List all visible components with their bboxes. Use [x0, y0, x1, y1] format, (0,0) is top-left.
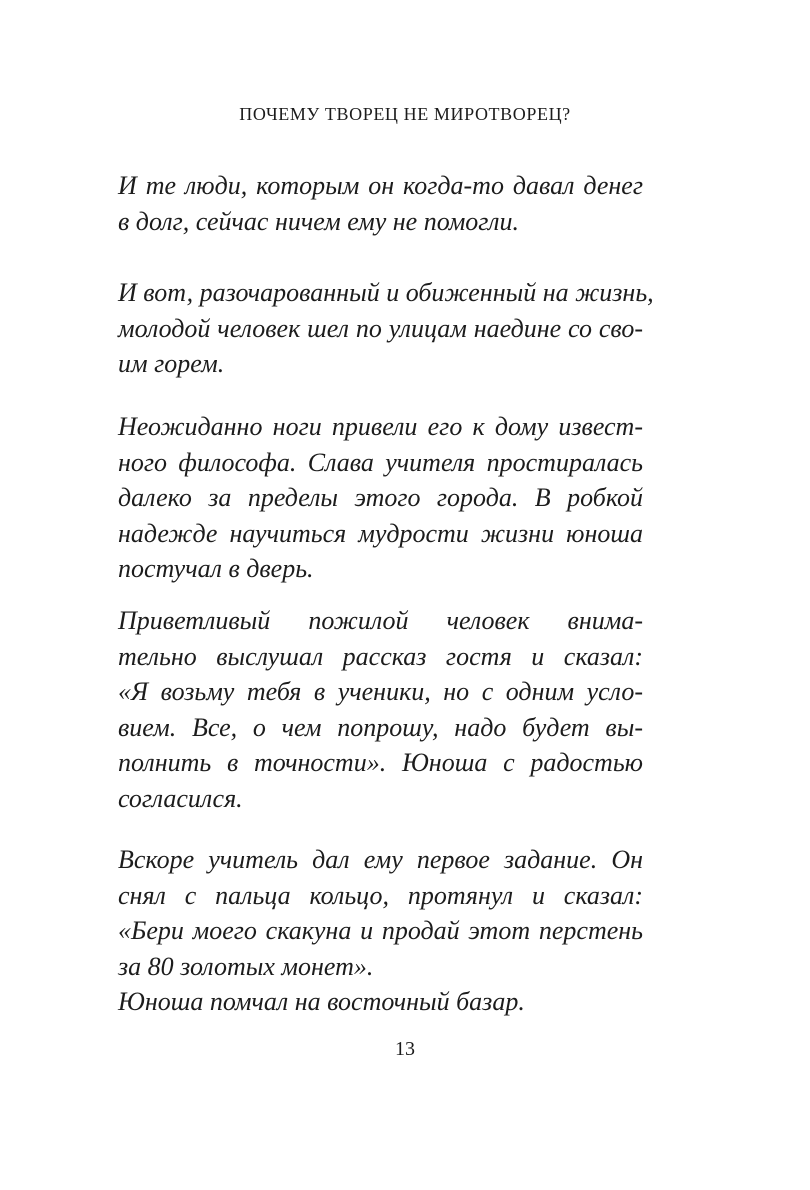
text-line: Юноша помчал на восточный базар. [118, 987, 525, 1017]
text-line: «Я возьму тебя в ученики, но с одним усло- [118, 677, 643, 707]
text-line: молодой человек шел по улицам наедине со сво- [118, 313, 643, 343]
paragraph-1 [118, 168, 643, 239]
text-line: Вскоре учитель дал ему первое задание. Он [118, 845, 643, 874]
text-line: И те люди, которым он когда-то давал денег [118, 171, 643, 200]
text-line: полнить в точности». Юноша с радостью [118, 748, 643, 778]
text-line: снял с пальца кольцо, протянул и сказал: [118, 880, 643, 910]
text-line: «Бери моего скакуна и продай этот перстень [118, 916, 643, 946]
text-line: вием. Все, о чем попрошу, надо будет вы- [118, 712, 643, 742]
text-line: постучал в дверь. [118, 554, 314, 584]
text-line: им горем. [118, 349, 225, 379]
text-line: И вот, разочарованный и обиженный на жизнь, [118, 278, 654, 307]
text-line: тельно выслушал рассказ гостя и сказал: [118, 641, 643, 671]
paragraph-2 [118, 275, 654, 382]
paragraph-5 [118, 842, 643, 1020]
text-line: за 80 золотых монет». [118, 951, 374, 981]
paragraph-4 [118, 603, 643, 817]
text-line: надежде научиться мудрости жизни юноша [118, 518, 643, 548]
text-line: Приветливый пожилой человек внима- [118, 606, 643, 635]
paragraph-3 [118, 409, 643, 587]
text-line: согласился. [118, 783, 243, 813]
text-line: в долг, сейчас ничем ему не помогли. [118, 206, 519, 236]
running-header: ПОЧЕМУ ТВОРЕЦ НЕ МИРОТВОРЕЦ? [239, 104, 571, 124]
page-number: 13 [395, 1038, 415, 1060]
text-line: ного философа. Слава учителя простиралась [118, 447, 643, 477]
text-line: Неожиданно ноги привели его к дому извест- [118, 412, 643, 441]
text-line: далеко за пределы этого города. В робкой [118, 483, 643, 513]
